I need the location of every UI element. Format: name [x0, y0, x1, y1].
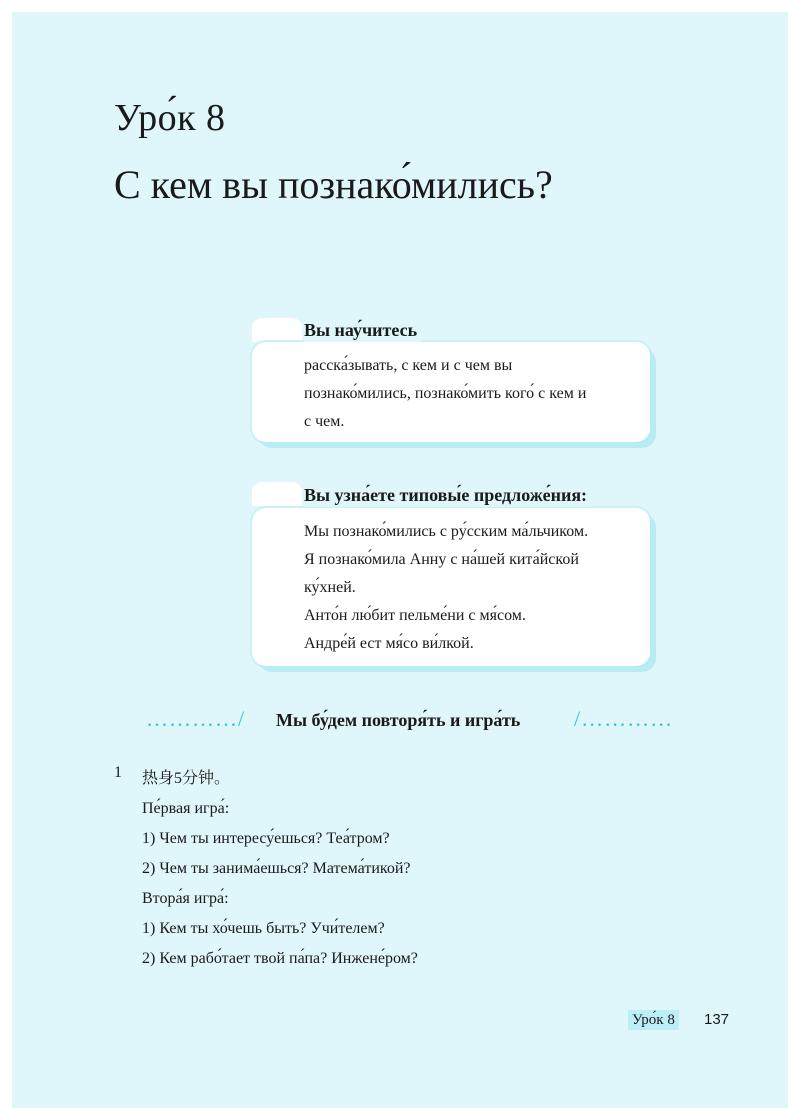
section-title: Мы бу́дем повторя́ть и игра́ть [276, 710, 521, 730]
goals-card-tab [252, 318, 302, 342]
exercise-line: 2) Кем рабо́тает твой па́па? Инжене́ром? [142, 950, 418, 967]
patterns-body [304, 518, 634, 658]
goals-body [304, 352, 634, 436]
goals-line: с чем. [304, 413, 345, 430]
section-header [140, 706, 700, 738]
goals-heading: Вы нау́читесь [304, 318, 421, 342]
pattern-line: ку́хней. [304, 579, 356, 596]
lesson-title: С кем вы познако́мились? [114, 162, 553, 207]
section-dots-right: /………… [574, 706, 674, 731]
pattern-line: Мы познако́мились с ру́сским ма́льчиком. [304, 523, 589, 540]
pattern-line: Анто́н лю́бит пельме́ни с мя́сом. [304, 607, 526, 624]
goals-line: расска́зывать, с кем и с чем вы [304, 357, 513, 374]
patterns-card-tab [252, 482, 302, 506]
patterns-heading: Вы узна́ете типовы́е предложе́ния: [304, 483, 591, 507]
exercise-line: 1) Кем ты хо́чешь быть? Учи́телем? [142, 920, 385, 937]
goals-line: познако́мились, познако́мить кого́ с кем и [304, 385, 587, 402]
pattern-line: Андре́й ест мя́со ви́лкой. [304, 635, 474, 652]
footer-lesson-label: Уро́к 8 [628, 1010, 679, 1030]
exercise-line: 热身5分钟。 [142, 770, 231, 787]
exercise-body [142, 764, 418, 974]
pattern-line: Я познако́мила Анну с на́шей кита́йской [304, 551, 579, 568]
exercise-line: 1) Чем ты интересу́ешься? Теа́тром? [142, 830, 390, 847]
lesson-number: Уро́к 8 [114, 97, 226, 139]
exercise-line: Пе́рвая игра́: [142, 800, 230, 817]
exercise-line: 2) Чем ты занима́ешься? Матема́тикой? [142, 860, 411, 877]
exercise-number: 1 [114, 764, 122, 781]
section-dots-left: …………/ [146, 706, 246, 731]
exercise-line: Втора́я игра́: [142, 890, 229, 907]
page-number: 137 [704, 1011, 730, 1028]
